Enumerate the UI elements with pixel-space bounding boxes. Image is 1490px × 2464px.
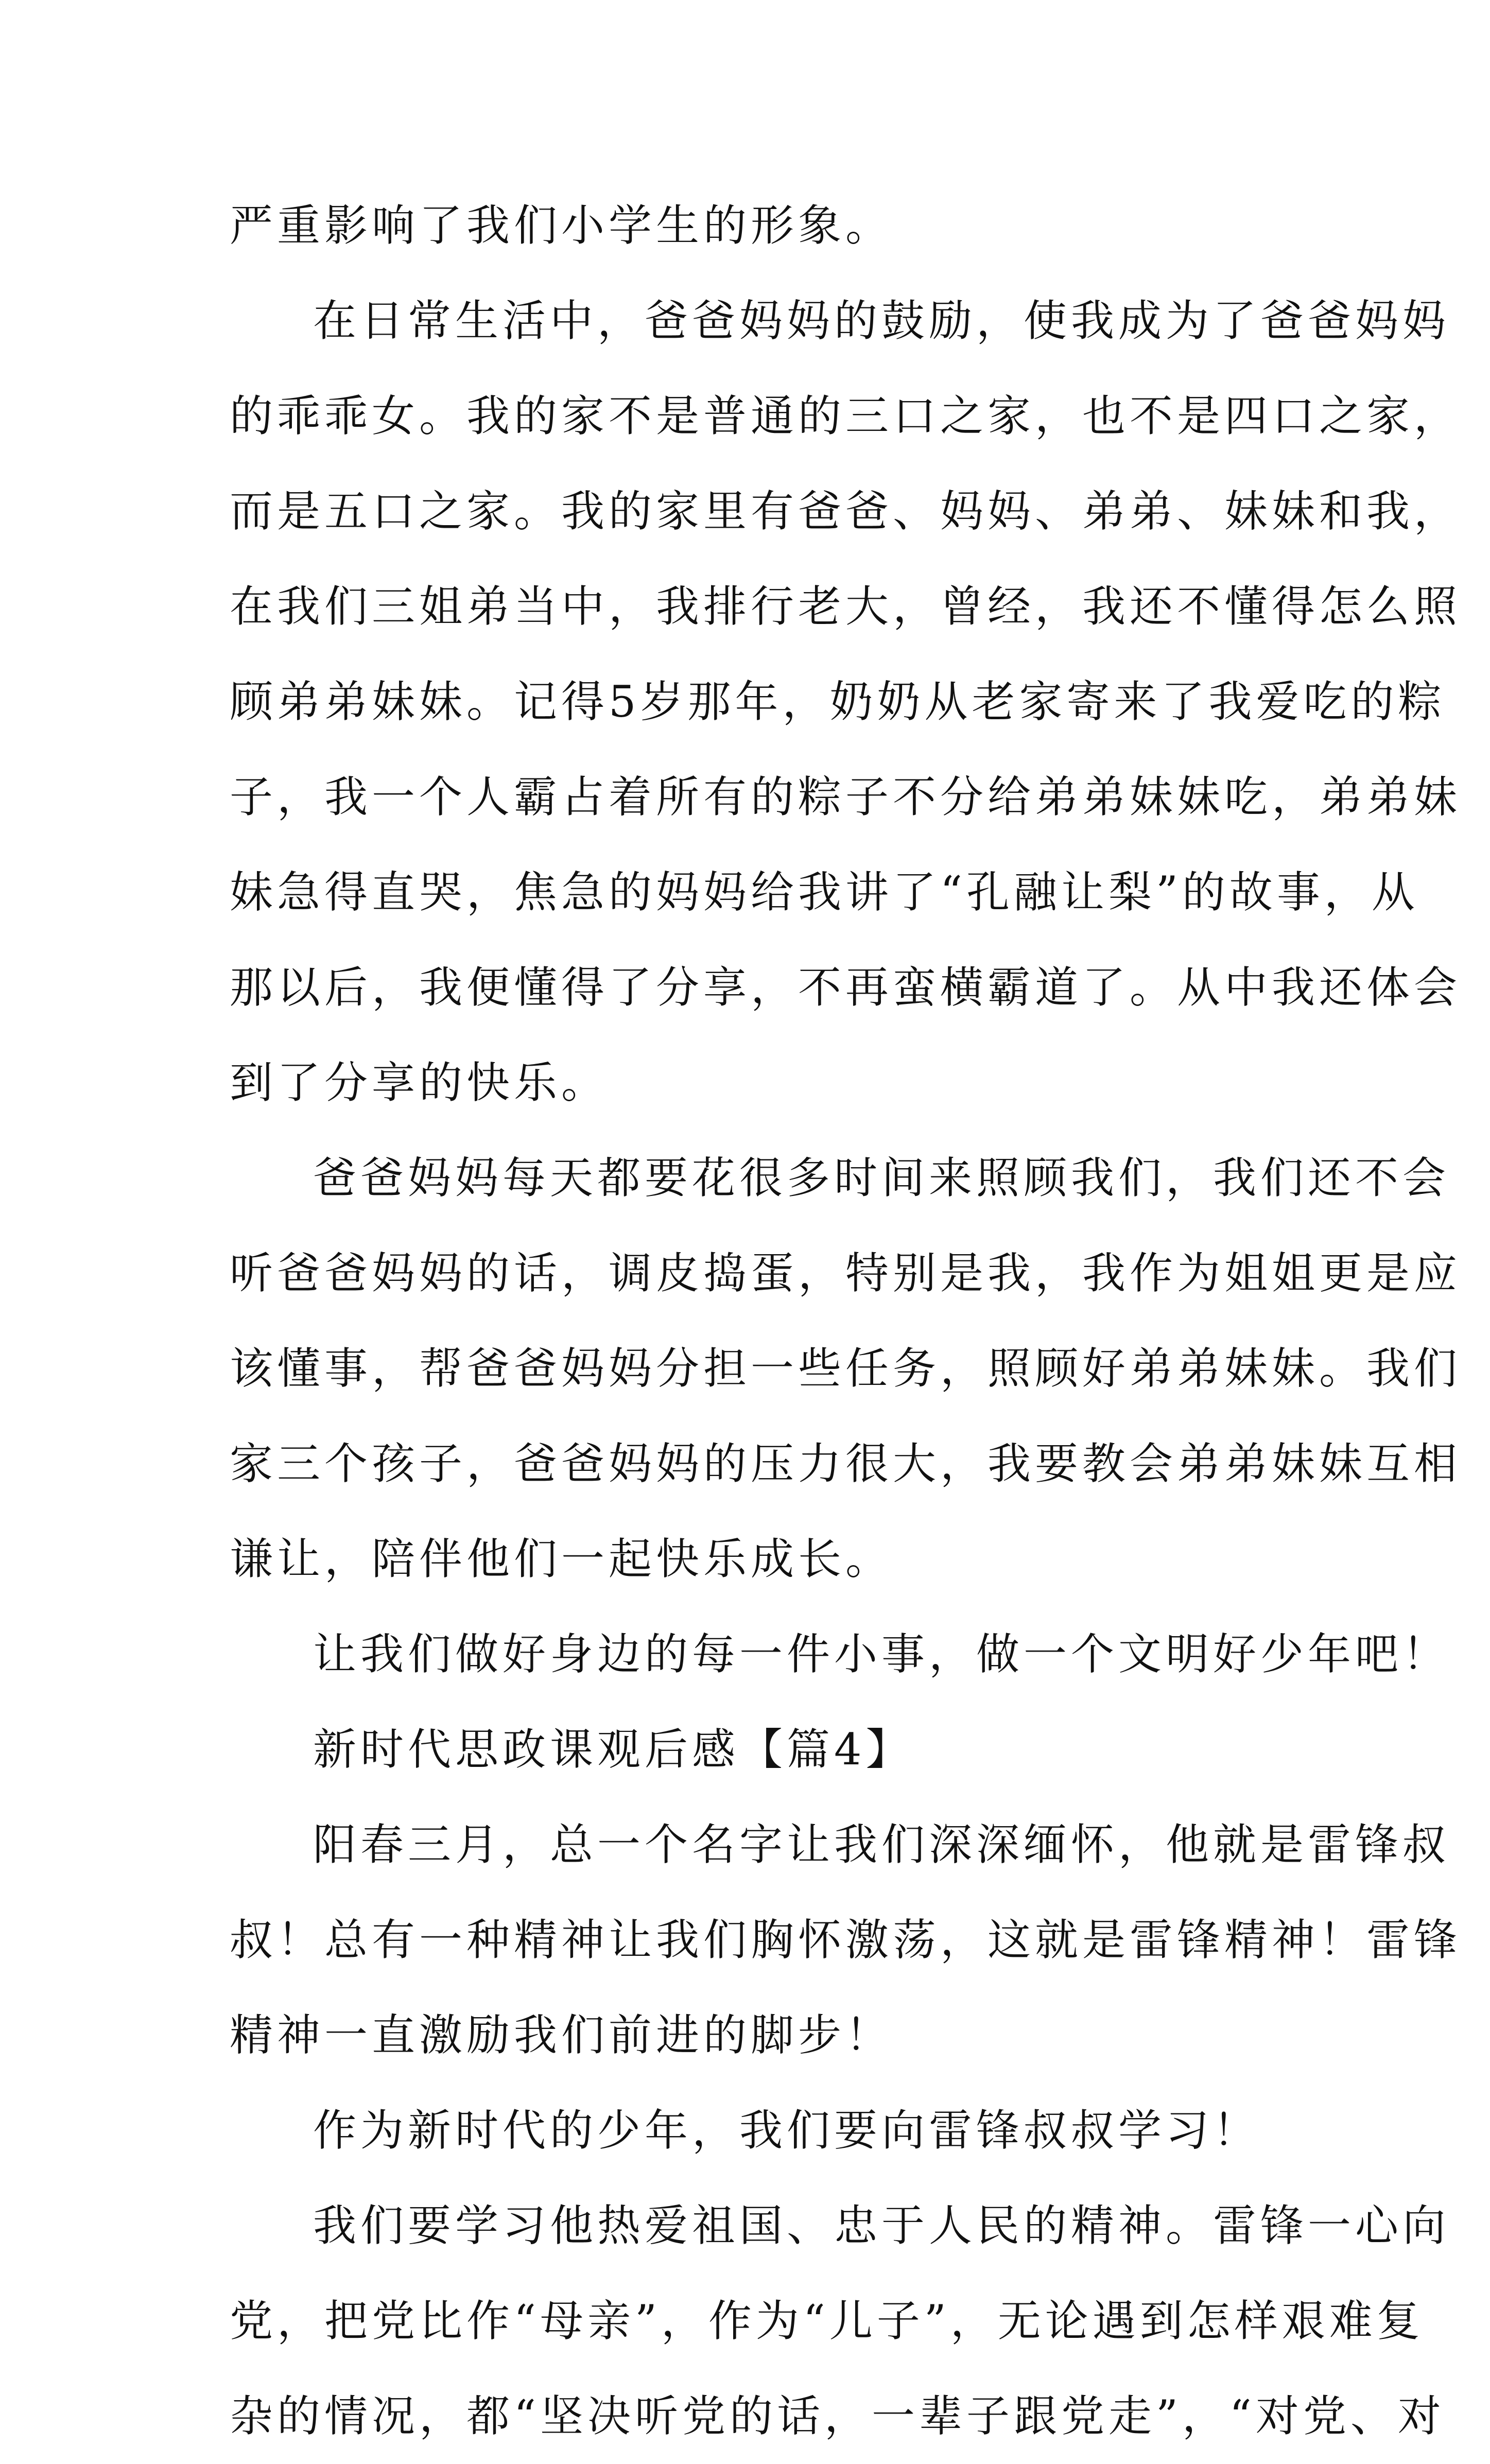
text-line: 顾弟弟妹妹。记得5岁那年，奶奶从老家寄来了我爱吃的粽: [230, 676, 1446, 727]
text-line: 那以后，我便懂得了分享，不再蛮横霸道了。从中我还体会: [230, 962, 1462, 1013]
text-line: 严重影响了我们小学生的形象。: [230, 200, 893, 251]
text-line: 到了分享的快乐。: [230, 1057, 609, 1108]
paragraph-start-line: 爸爸妈妈每天都要花很多时间来照顾我们，我们还不会: [313, 1153, 1450, 1203]
paragraph-start-line: 阳春三月，总一个名字让我们深深缅怀，他就是雷锋叔: [313, 1819, 1450, 1870]
text-line: 叔！总有一种精神让我们胸怀激荡，这就是雷锋精神！雷锋: [230, 1915, 1462, 1965]
document-body: [230, 178, 1462, 2464]
text-line: 妹急得直哭，焦急的妈妈给我讲了“孔融让梨”的故事，从: [230, 867, 1419, 917]
paragraph-start-line: 我们要学习他热爱祖国、忠于人民的精神。雷锋一心向: [313, 2200, 1450, 2251]
paragraph-start-line: 作为新时代的少年，我们要向雷锋叔叔学习！: [313, 2105, 1261, 2156]
text-line: 子，我一个人霸占着所有的粽子不分给弟弟妹妹吃，弟弟妹: [230, 772, 1462, 822]
text-line: 杂的情况，都“坚决听党的话，一辈子跟党走”，“对党、对: [230, 2391, 1445, 2441]
section-heading: 新时代思政课观后感【篇4】: [313, 1724, 913, 1775]
text-line: 精神一直激励我们前进的脚步！: [230, 2010, 893, 2060]
text-line: 的乖乖女。我的家不是普通的三口之家，也不是四口之家，: [230, 391, 1462, 441]
text-line: 在我们三姐弟当中，我排行老大，曾经，我还不懂得怎么照: [230, 581, 1462, 632]
text-line: 家三个孩子，爸爸妈妈的压力很大，我要教会弟弟妹妹互相: [230, 1438, 1462, 1489]
text-line: 听爸爸妈妈的话，调皮捣蛋，特别是我，我作为姐姐更是应: [230, 1248, 1462, 1298]
text-line: 谦让，陪伴他们一起快乐成长。: [230, 1534, 893, 1584]
paragraph-start-line: 让我们做好身边的每一件小事，做一个文明好少年吧！: [313, 1629, 1450, 1679]
text-line: 而是五口之家。我的家里有爸爸、妈妈、弟弟、妹妹和我，: [230, 486, 1462, 536]
text-line: 该懂事，帮爸爸妈妈分担一些任务，照顾好弟弟妹妹。我们: [230, 1343, 1462, 1394]
text-line: 党，把党比作“母亲”，作为“儿子”，无论遇到怎样艰难复: [230, 2296, 1424, 2346]
paragraph-start-line: 在日常生活中，爸爸妈妈的鼓励，使我成为了爸爸妈妈: [313, 296, 1450, 346]
